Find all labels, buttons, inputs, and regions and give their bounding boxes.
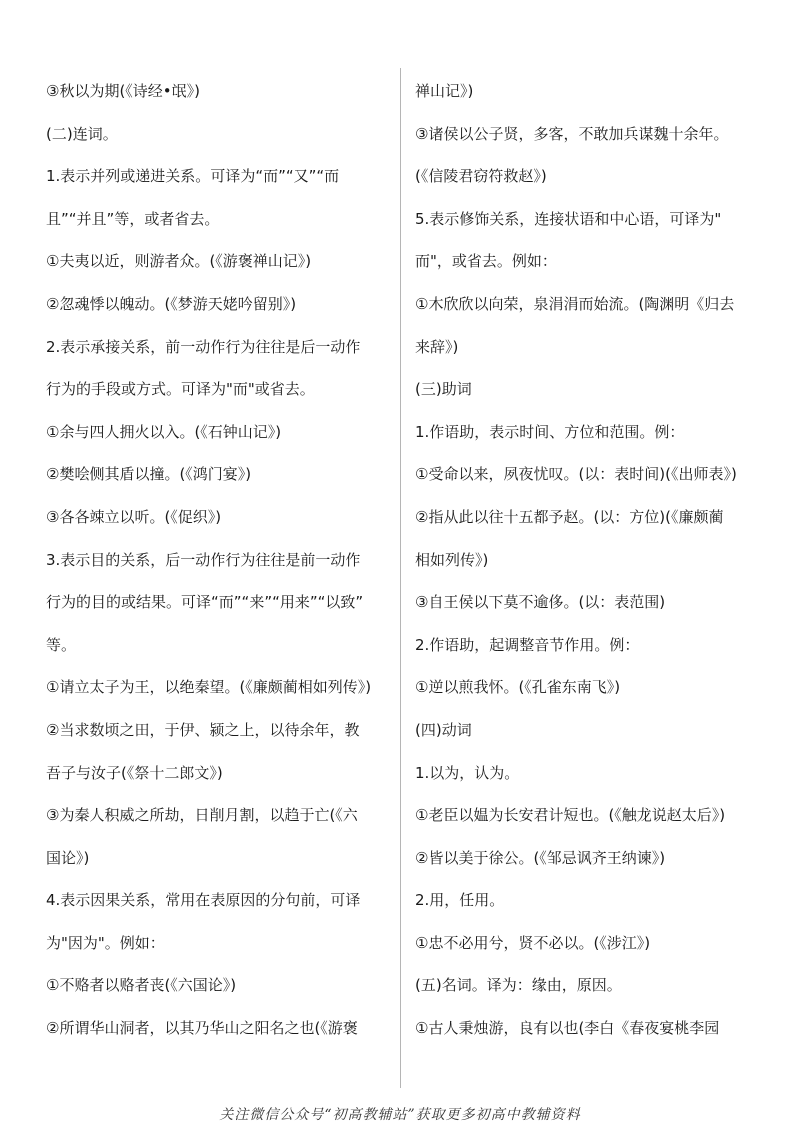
text-line: 国论》) xyxy=(46,848,90,867)
text-line: ①请立太子为王，以绝秦望。(《廉颇蔺相如列传》) xyxy=(46,678,372,697)
text-line: 2.作语助，起调整音节作用。例： xyxy=(415,635,640,654)
text-line: ①忠不必用兮，贤不必以。(《涉江》) xyxy=(415,933,651,952)
text-line: ②当求数顷之田，于伊、颍之上，以待余年，教 xyxy=(46,720,360,739)
text-line: 1.以为，认为。 xyxy=(415,763,520,782)
left-column xyxy=(46,70,392,1050)
text-line: 1.表示并列或递进关系。可译为“而”“又”“而 xyxy=(46,167,340,186)
text-line: ①不赂者以赂者丧(《六国论》) xyxy=(46,976,237,995)
text-line: ②所谓华山洞者，以其乃华山之阳名之也(《游褒 xyxy=(46,1019,358,1038)
text-line: ③诸侯以公子贤，多客，不敢加兵谋魏十余年。 xyxy=(415,124,729,143)
text-line: 禅山记》) xyxy=(415,82,474,100)
text-line: ①逆以煎我怀。(《孔雀东南飞》) xyxy=(415,678,621,697)
right-column xyxy=(415,70,765,1050)
text-line: 1.作语助，表示时间、方位和范围。例： xyxy=(415,422,685,441)
text-line: 2.表示承接关系，前一动作行为往往是后一动作 xyxy=(46,337,361,356)
text-line: ①木欣欣以向荣，泉涓涓而始流。(陶渊明《归去 xyxy=(415,294,735,313)
text-line: 等。 xyxy=(46,635,77,654)
text-line: ②忽魂悸以魄动。(《梦游天姥吟留别》) xyxy=(46,294,297,313)
text-line: 行为的手段或方式。可译为"而"或省去。 xyxy=(46,380,315,399)
text-line: 且”“并且”等，或者省去。 xyxy=(46,209,220,228)
text-line: (三)助词 xyxy=(415,380,472,399)
text-line: ①古人秉烛游，良有以也(李白《春夜宴桃李园 xyxy=(415,1019,720,1038)
text-line: ②皆以美于徐公。(《邹忌讽齐王纳谏》) xyxy=(415,848,666,867)
text-line: ③各各竦立以听。(《促织》) xyxy=(46,507,222,526)
text-line: 4.表示因果关系，常用在表原因的分句前，可译 xyxy=(46,891,361,910)
text-line: (《信陵君窃符救赵》) xyxy=(415,167,547,186)
text-line: ①老臣以媪为长安君计短也。(《触龙说赵太后》) xyxy=(415,806,726,825)
text-line: 而"，或省去。例如： xyxy=(415,252,557,271)
text-line: 相如列传》) xyxy=(415,550,489,569)
text-line: (四)动词 xyxy=(415,720,472,739)
text-line: ②樊哙侧其盾以撞。(《鸿门宴》) xyxy=(46,465,252,484)
text-line: ②指从此以往十五都予赵。(以：方位)(《廉颇蔺 xyxy=(415,507,724,526)
text-line: (五)名词。译为：缘由，原因。 xyxy=(415,976,622,995)
text-line: ③秋以为期(《诗经•氓》) xyxy=(46,82,200,100)
text-line: 吾子与汝子(《祭十二郎文》) xyxy=(46,763,223,782)
text-line: ①余与四人拥火以入。(《石钟山记》) xyxy=(46,422,282,441)
text-line: 行为的目的或结果。可译“而”“来”“用来”“以致” xyxy=(46,593,364,612)
footer-note: 关注微信公众号“初高教辅站”获取更多初高中教辅资料 xyxy=(219,1107,581,1123)
column-divider xyxy=(400,68,401,1088)
text-line: 来辞》) xyxy=(415,337,459,356)
text-line: 3.表示目的关系，后一动作行为往往是前一动作 xyxy=(46,550,361,569)
text-line: 2.用，任用。 xyxy=(415,891,505,910)
text-line: ③为秦人积威之所劫，日削月割，以趋于亡(《六 xyxy=(46,806,358,825)
text-line: 5.表示修饰关系，连接状语和中心语，可译为" xyxy=(415,209,722,228)
text-line: 为"因为"。例如： xyxy=(46,933,165,952)
text-line: ①夫夷以近，则游者众。(《游褒禅山记》) xyxy=(46,252,312,271)
text-line: (二)连词。 xyxy=(46,124,118,143)
text-line: ③自王侯以下莫不逾侈。(以：表范围) xyxy=(415,593,666,612)
text-line: ①受命以来，夙夜忧叹。(以：表时间)(《出师表》) xyxy=(415,465,737,484)
